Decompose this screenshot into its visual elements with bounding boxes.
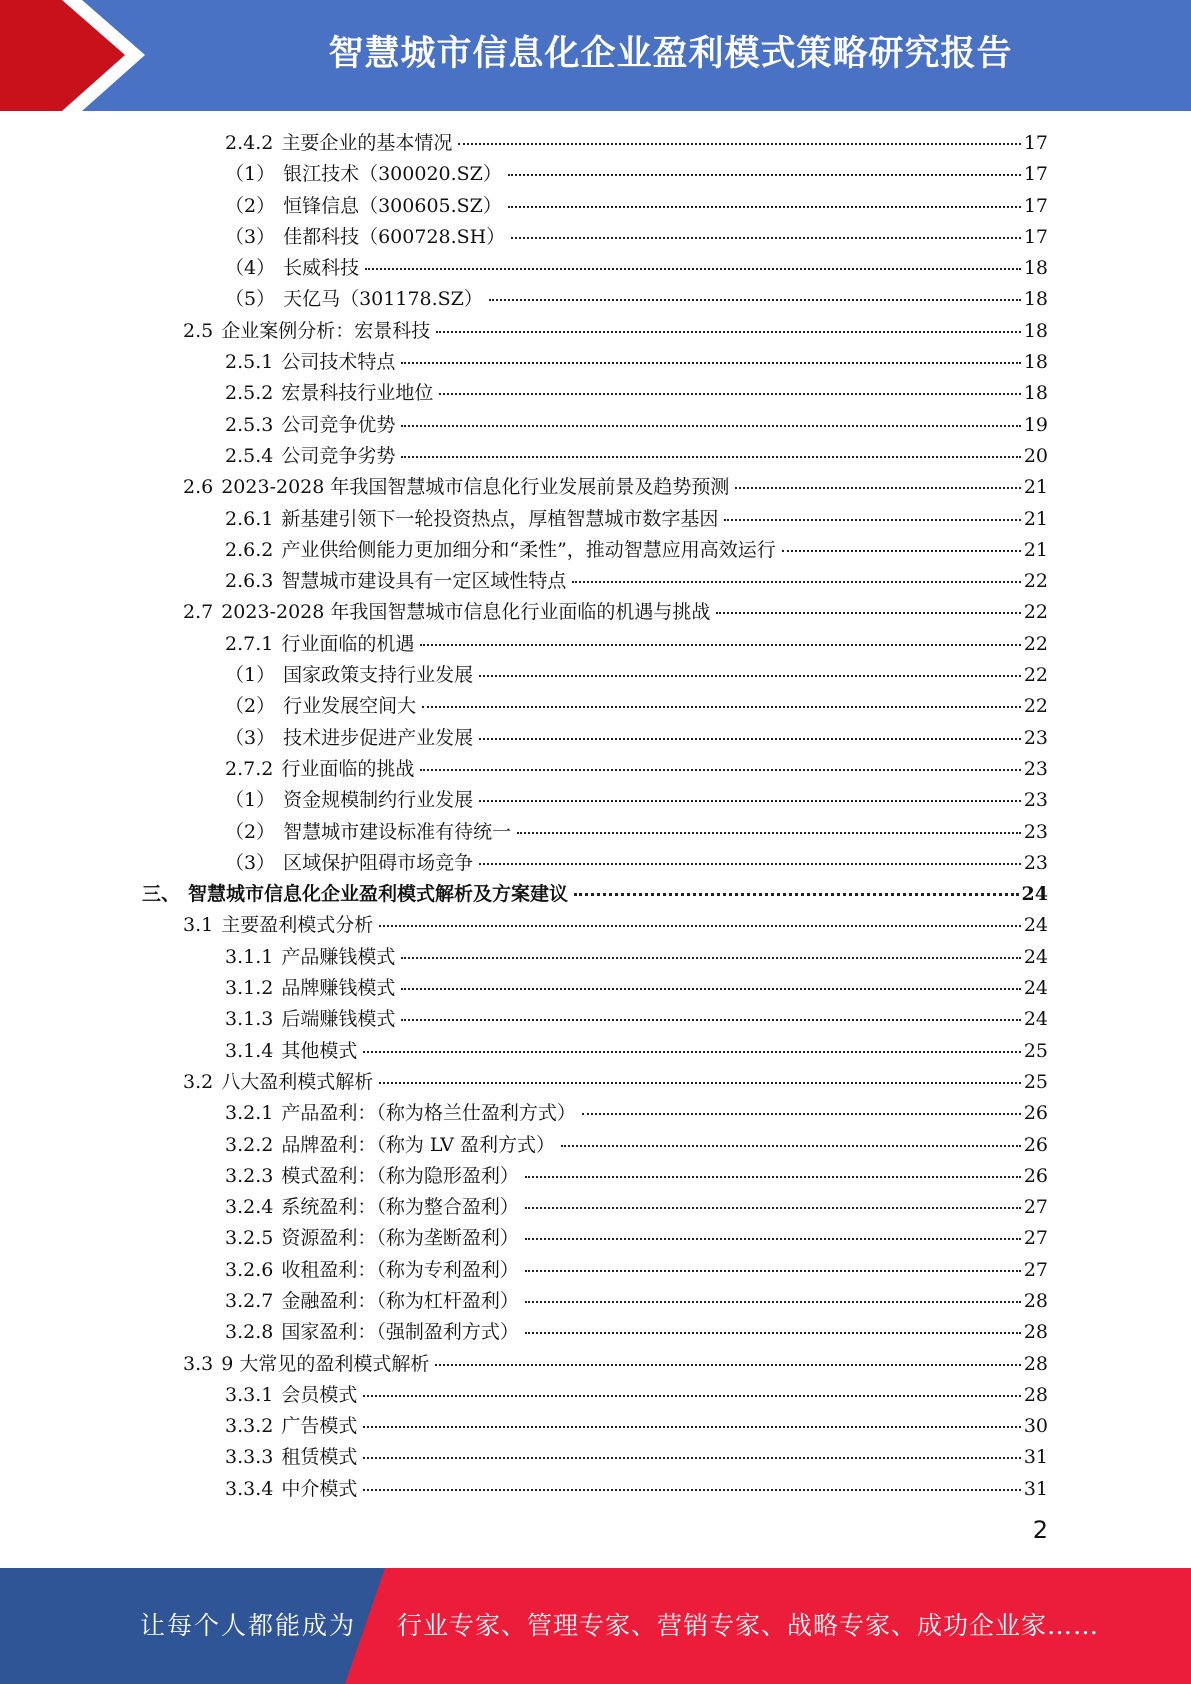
toc-entry-page: 22 xyxy=(1023,695,1048,718)
toc-entry-title: 9 大常见的盈利模式解析 xyxy=(221,1352,430,1375)
toc-dot-leader xyxy=(525,1176,1021,1178)
toc-dot-leader xyxy=(422,706,1021,708)
toc-entry-number: 2.5.1 xyxy=(225,351,274,374)
toc-entry-title: 行业面临的机遇 xyxy=(281,632,415,655)
toc-dot-leader xyxy=(401,1019,1020,1021)
toc-entry[interactable] xyxy=(225,1380,1048,1411)
toc-entry-number: 3.2.1 xyxy=(225,1102,274,1125)
toc-row xyxy=(0,441,1191,472)
toc-dot-leader xyxy=(479,863,1021,865)
toc-dot-leader xyxy=(489,299,1021,301)
toc-entry-page: 18 xyxy=(1023,257,1048,280)
toc-row xyxy=(0,566,1191,597)
toc-row xyxy=(0,159,1191,190)
toc-entry-title: 智慧城市建设具有一定区域性特点 xyxy=(281,570,567,593)
toc-entry-number: 2.5.3 xyxy=(225,413,274,436)
toc-entry[interactable] xyxy=(225,284,1048,315)
toc-row xyxy=(0,1411,1191,1442)
toc-entry[interactable] xyxy=(225,817,1048,848)
toc-entry-title: 2023-2028 年我国智慧城市信息化行业发展前景及趋势预测 xyxy=(221,476,730,499)
toc-entry-page: 24 xyxy=(1023,977,1048,1000)
toc-entry-page: 30 xyxy=(1023,1415,1048,1438)
toc-row xyxy=(0,378,1191,409)
toc-entry-title: 国家政策支持行业发展 xyxy=(283,664,474,687)
toc-entry-number: 3.2.3 xyxy=(225,1164,274,1187)
toc-dot-leader xyxy=(363,1489,1020,1491)
toc-dot-leader xyxy=(574,893,1019,896)
toc-entry-title: 金融盈利：（称为杠杆盈利） xyxy=(281,1289,519,1312)
toc-row xyxy=(0,848,1191,879)
toc-entry-page: 24 xyxy=(1021,883,1048,906)
toc-entry-number: 2.7.1 xyxy=(225,632,274,655)
toc-entry[interactable] xyxy=(225,1474,1048,1505)
toc-entry-page: 22 xyxy=(1023,601,1048,624)
toc-entry-title: 天亿马（301178.SZ） xyxy=(283,288,483,311)
toc-dot-leader xyxy=(420,644,1020,646)
toc-entry-number: 3.2.7 xyxy=(225,1289,274,1312)
toc-entry-page: 17 xyxy=(1023,194,1048,217)
toc-dot-leader xyxy=(436,331,1021,333)
toc-entry-number: 3.1 xyxy=(183,914,214,937)
toc-dot-leader xyxy=(479,738,1021,740)
toc-row xyxy=(0,410,1191,441)
toc-entry-number: 3.3.1 xyxy=(225,1383,274,1406)
toc-entry-title: 产业供给侧能力更加细分和“柔性”，推动智慧应用高效运行 xyxy=(281,538,776,561)
toc-entry-page: 22 xyxy=(1023,664,1048,687)
toc-entry-number: 2.4.2 xyxy=(225,132,274,154)
toc-entry-title: 智慧城市信息化企业盈利模式解析及方案建议 xyxy=(188,883,569,906)
toc-entry-number: 3.2.2 xyxy=(225,1133,274,1156)
toc-entry-page: 18 xyxy=(1023,319,1048,342)
toc-dot-leader xyxy=(561,1145,1021,1147)
toc-entry[interactable] xyxy=(183,597,1048,628)
toc-entry-title: 品牌赚钱模式 xyxy=(281,977,396,1000)
toc-entry[interactable] xyxy=(225,1317,1048,1348)
toc-entry-number: 2.6.3 xyxy=(225,570,274,593)
toc-entry[interactable] xyxy=(225,1255,1048,1286)
toc-dot-leader xyxy=(401,988,1020,990)
toc-entry-page: 28 xyxy=(1023,1289,1048,1312)
toc-entry-number: 2.7 xyxy=(183,601,214,624)
toc-entry-page: 31 xyxy=(1023,1477,1048,1500)
toc-entry-title: 主要企业的基本情况 xyxy=(281,132,453,154)
toc-entry-title: 佳都科技（600728.SH） xyxy=(283,225,506,248)
toc-row xyxy=(0,222,1191,253)
toc-entry-page: 26 xyxy=(1023,1133,1048,1156)
toc-entry[interactable] xyxy=(225,504,1048,535)
toc-entry[interactable] xyxy=(225,1442,1048,1473)
toc-entry-page: 17 xyxy=(1023,132,1048,154)
toc-entry-number: （4） xyxy=(225,257,276,280)
toc-entry-title: 行业面临的挑战 xyxy=(281,757,415,780)
toc-dot-leader xyxy=(401,425,1020,427)
toc-dot-leader xyxy=(458,143,1020,145)
toc-dot-leader xyxy=(363,1051,1020,1053)
toc-entry-page: 22 xyxy=(1023,570,1048,593)
toc-entry[interactable] xyxy=(183,1067,1048,1098)
toc-entry[interactable] xyxy=(225,942,1048,973)
toc-dot-leader xyxy=(479,800,1021,802)
toc-entry-title: 中介模式 xyxy=(281,1477,358,1500)
toc-row xyxy=(0,347,1191,378)
toc-row xyxy=(0,1380,1191,1411)
toc-dot-leader xyxy=(525,1332,1021,1334)
toc-entry-page: 24 xyxy=(1023,914,1048,937)
toc-entry[interactable] xyxy=(225,1036,1048,1067)
toc-entry[interactable] xyxy=(225,347,1048,378)
toc-entry-page: 18 xyxy=(1023,382,1048,405)
toc-row xyxy=(0,1349,1191,1380)
toc-dot-leader xyxy=(435,1364,1020,1366)
toc-entry[interactable] xyxy=(142,879,1048,910)
toc-row xyxy=(0,504,1191,535)
toc-entry-page: 27 xyxy=(1023,1258,1048,1281)
toc-entry-page: 21 xyxy=(1023,538,1048,561)
toc-dot-leader xyxy=(525,1301,1021,1303)
toc-entry-number: 3.3.3 xyxy=(225,1446,274,1469)
toc-entry[interactable] xyxy=(225,1098,1048,1129)
toc-entry-number: 2.5.2 xyxy=(225,382,274,405)
toc-entry[interactable] xyxy=(183,1349,1048,1380)
toc-row xyxy=(0,1474,1191,1505)
toc-entry-number: （2） xyxy=(225,194,276,217)
toc-entry-number: 2.5 xyxy=(183,319,214,342)
toc-dot-leader xyxy=(525,1238,1021,1240)
toc-row xyxy=(0,535,1191,566)
toc-row xyxy=(0,472,1191,503)
toc-entry-title: 租赁模式 xyxy=(281,1446,358,1469)
toc-entry[interactable] xyxy=(225,629,1048,660)
toc-entry-page: 28 xyxy=(1023,1321,1048,1344)
toc-dot-leader xyxy=(517,832,1021,834)
toc-entry-page: 18 xyxy=(1023,288,1048,311)
toc-row xyxy=(0,1067,1191,1098)
toc-entry-page: 20 xyxy=(1023,444,1048,467)
toc-entry[interactable] xyxy=(183,472,1048,503)
toc-entry-title: 银江技术（300020.SZ） xyxy=(283,163,502,186)
toc-row xyxy=(0,316,1191,347)
toc-entry-title: 区域保护阻碍市场竞争 xyxy=(283,851,474,874)
toc-entry-page: 19 xyxy=(1023,413,1048,436)
toc-entry-number: （1） xyxy=(225,789,276,812)
report-title: 智慧城市信息化企业盈利模式策略研究报告 xyxy=(328,34,1013,74)
toc-entry-title: 后端赚钱模式 xyxy=(281,1008,396,1031)
table-of-contents xyxy=(0,128,1191,1505)
toc-entry[interactable] xyxy=(225,191,1048,222)
toc-row xyxy=(0,1098,1191,1129)
toc-entry-page: 23 xyxy=(1023,726,1048,749)
footer-slogan-left: 让每个人都能成为 xyxy=(140,1611,357,1640)
footer-slogan-right: 行业专家、管理专家、营销专家、战略专家、成功企业家…… xyxy=(397,1611,1100,1640)
toc-entry-number: 3.2 xyxy=(183,1070,214,1093)
toc-entry-title: 系统盈利：（称为整合盈利） xyxy=(281,1196,519,1219)
toc-entry-title: 广告模式 xyxy=(281,1415,358,1438)
toc-entry-title: 产品盈利：（称为格兰仕盈利方式） xyxy=(281,1102,576,1125)
toc-dot-leader xyxy=(716,612,1020,614)
toc-entry-title: 公司竞争优势 xyxy=(281,413,396,436)
toc-entry[interactable] xyxy=(225,785,1048,816)
toc-entry[interactable] xyxy=(225,253,1048,284)
toc-entry-title: 其他模式 xyxy=(281,1039,358,1062)
toc-row xyxy=(0,253,1191,284)
toc-row xyxy=(0,879,1191,910)
toc-dot-leader xyxy=(735,487,1020,489)
toc-entry[interactable] xyxy=(225,723,1048,754)
toc-entry[interactable] xyxy=(225,754,1048,785)
toc-entry-number: （1） xyxy=(225,163,276,186)
toc-entry[interactable] xyxy=(225,535,1048,566)
toc-entry-page: 25 xyxy=(1023,1039,1048,1062)
toc-entry-title: 八大盈利模式解析 xyxy=(221,1070,374,1093)
toc-entry-number: 3.1.3 xyxy=(225,1008,274,1031)
toc-entry[interactable] xyxy=(225,1161,1048,1192)
toc-row xyxy=(0,691,1191,722)
toc-entry-page: 18 xyxy=(1023,351,1048,374)
toc-dot-leader xyxy=(401,456,1020,458)
toc-entry-title: 模式盈利：（称为隐形盈利） xyxy=(281,1164,519,1187)
toc-entry-number: 3.1.4 xyxy=(225,1039,274,1062)
toc-row xyxy=(0,597,1191,628)
toc-entry[interactable] xyxy=(225,566,1048,597)
toc-entry[interactable] xyxy=(225,1411,1048,1442)
toc-entry[interactable] xyxy=(225,1130,1048,1161)
toc-entry[interactable] xyxy=(225,848,1048,879)
toc-dot-leader xyxy=(525,1270,1021,1272)
toc-entry-title: 品牌盈利：（称为 LV 盈利方式） xyxy=(281,1133,556,1156)
toc-entry[interactable] xyxy=(225,222,1048,253)
toc-entry-page: 22 xyxy=(1023,632,1048,655)
toc-entry-number: （1） xyxy=(225,664,276,687)
toc-row xyxy=(0,723,1191,754)
toc-entry-title: 2023-2028 年我国智慧城市信息化行业面临的机遇与挑战 xyxy=(221,601,711,624)
toc-entry-number: 3.3.4 xyxy=(225,1477,274,1500)
toc-entry-title: 资源盈利：（称为垄断盈利） xyxy=(281,1227,519,1250)
toc-entry-title: 宏景科技行业地位 xyxy=(281,382,434,405)
toc-entry-title: 智慧城市建设标准有待统一 xyxy=(283,820,512,843)
toc-entry[interactable] xyxy=(225,1004,1048,1035)
toc-entry-page: 27 xyxy=(1023,1196,1048,1219)
toc-row xyxy=(0,754,1191,785)
toc-entry-page: 26 xyxy=(1023,1164,1048,1187)
toc-entry-number: 3.1.2 xyxy=(225,977,274,1000)
toc-entry-number: 3.2.8 xyxy=(225,1321,274,1344)
toc-entry-number: （5） xyxy=(225,288,276,311)
toc-entry[interactable] xyxy=(225,378,1048,409)
toc-dot-leader xyxy=(782,550,1021,552)
toc-entry-page: 27 xyxy=(1023,1227,1048,1250)
toc-dot-leader xyxy=(724,519,1020,521)
toc-row xyxy=(0,1317,1191,1348)
toc-entry-page: 23 xyxy=(1023,789,1048,812)
toc-dot-leader xyxy=(439,393,1020,395)
toc-row xyxy=(0,191,1191,222)
toc-entry-page: 26 xyxy=(1023,1102,1048,1125)
toc-entry-number: 三、 xyxy=(142,883,181,906)
toc-entry-number: （3） xyxy=(225,851,276,874)
toc-entry-title: 新基建引领下一轮投资热点，厚植智慧城市数字基因 xyxy=(281,507,719,530)
toc-entry[interactable] xyxy=(225,410,1048,441)
toc-dot-leader xyxy=(572,581,1020,583)
toc-entry-title: 主要盈利模式分析 xyxy=(221,914,374,937)
toc-entry-title: 公司技术特点 xyxy=(281,351,396,374)
toc-entry-title: 行业发展空间大 xyxy=(283,695,417,718)
toc-entry[interactable] xyxy=(225,1223,1048,1254)
toc-entry-number: 3.2.4 xyxy=(225,1196,274,1219)
toc-entry-title: 收租盈利：（称为专利盈利） xyxy=(281,1258,519,1281)
toc-entry-number: （2） xyxy=(225,695,276,718)
toc-row xyxy=(0,973,1191,1004)
toc-dot-leader xyxy=(479,675,1021,677)
toc-entry[interactable] xyxy=(225,1286,1048,1317)
toc-entry-page: 24 xyxy=(1023,1008,1048,1031)
toc-entry[interactable] xyxy=(225,691,1048,722)
toc-entry-number: 2.6.1 xyxy=(225,507,274,530)
toc-entry-number: 3.3 xyxy=(183,1352,214,1375)
toc-dot-leader xyxy=(401,362,1020,364)
toc-dot-leader xyxy=(582,1113,1021,1115)
toc-row xyxy=(0,1442,1191,1473)
toc-entry[interactable] xyxy=(225,973,1048,1004)
toc-entry[interactable] xyxy=(183,910,1048,941)
toc-dot-leader xyxy=(525,1207,1021,1209)
toc-entry-page: 17 xyxy=(1023,225,1048,248)
toc-entry-number: （3） xyxy=(225,225,276,248)
toc-entry-title: 会员模式 xyxy=(281,1383,358,1406)
toc-entry-page: 28 xyxy=(1023,1352,1048,1375)
toc-row xyxy=(0,1223,1191,1254)
toc-entry-page: 21 xyxy=(1023,476,1048,499)
page-header xyxy=(0,0,1191,111)
toc-entry-page: 28 xyxy=(1023,1383,1048,1406)
toc-entry-title: 长威科技 xyxy=(283,257,360,280)
toc-entry-number: 3.3.2 xyxy=(225,1415,274,1438)
toc-entry[interactable] xyxy=(225,660,1048,691)
toc-dot-leader xyxy=(508,206,1021,208)
toc-entry[interactable] xyxy=(225,128,1048,159)
toc-entry-number: 2.6.2 xyxy=(225,538,274,561)
toc-dot-leader xyxy=(365,268,1021,270)
toc-entry-title: 企业案例分析：宏景科技 xyxy=(221,319,431,342)
toc-row xyxy=(0,1161,1191,1192)
toc-entry-number: 2.7.2 xyxy=(225,757,274,780)
toc-entry-page: 24 xyxy=(1023,945,1048,968)
toc-entry-page: 23 xyxy=(1023,851,1048,874)
toc-dot-leader xyxy=(401,957,1020,959)
toc-row xyxy=(0,910,1191,941)
toc-entry-page: 17 xyxy=(1023,163,1048,186)
toc-row xyxy=(0,785,1191,816)
toc-entry-title: 国家盈利：（强制盈利方式） xyxy=(281,1321,519,1344)
toc-row xyxy=(0,1286,1191,1317)
toc-dot-leader xyxy=(363,1395,1020,1397)
toc-dot-leader xyxy=(379,1082,1021,1084)
toc-row xyxy=(0,1036,1191,1067)
toc-row xyxy=(0,660,1191,691)
toc-entry-number: 2.6 xyxy=(183,476,214,499)
toc-row xyxy=(0,284,1191,315)
toc-entry-number: 3.2.6 xyxy=(225,1258,274,1281)
toc-entry[interactable] xyxy=(225,441,1048,472)
toc-entry-number: （3） xyxy=(225,726,276,749)
toc-row xyxy=(0,128,1191,159)
toc-dot-leader xyxy=(363,1426,1020,1428)
toc-row xyxy=(0,817,1191,848)
toc-entry[interactable] xyxy=(225,159,1048,190)
toc-row xyxy=(0,1130,1191,1161)
toc-row xyxy=(0,1192,1191,1223)
toc-row xyxy=(0,1255,1191,1286)
toc-entry-number: 3.1.1 xyxy=(225,945,274,968)
toc-row xyxy=(0,1004,1191,1035)
toc-row xyxy=(0,942,1191,973)
toc-entry[interactable] xyxy=(183,316,1048,347)
toc-entry-number: （2） xyxy=(225,820,276,843)
toc-entry-page: 31 xyxy=(1023,1446,1048,1469)
toc-dot-leader xyxy=(363,1457,1020,1459)
toc-entry-number: 2.5.4 xyxy=(225,444,274,467)
toc-dot-leader xyxy=(379,925,1021,927)
toc-dot-leader xyxy=(420,769,1020,771)
page-footer xyxy=(0,1568,1191,1684)
toc-entry-page: 25 xyxy=(1023,1070,1048,1093)
toc-dot-leader xyxy=(511,237,1021,239)
toc-entry-title: 资金规模制约行业发展 xyxy=(283,789,474,812)
toc-row xyxy=(0,629,1191,660)
toc-entry[interactable] xyxy=(225,1192,1048,1223)
toc-entry-page: 21 xyxy=(1023,507,1048,530)
toc-entry-page: 23 xyxy=(1023,820,1048,843)
toc-entry-title: 恒锋信息（300605.SZ） xyxy=(283,194,502,217)
toc-entry-title: 产品赚钱模式 xyxy=(281,945,396,968)
toc-dot-leader xyxy=(508,174,1021,176)
toc-entry-title: 技术进步促进产业发展 xyxy=(283,726,474,749)
toc-entry-number: 3.2.5 xyxy=(225,1227,274,1250)
toc-entry-page: 23 xyxy=(1023,757,1048,780)
page-number: 2 xyxy=(1032,1516,1048,1544)
toc-entry-title: 公司竞争劣势 xyxy=(281,444,396,467)
